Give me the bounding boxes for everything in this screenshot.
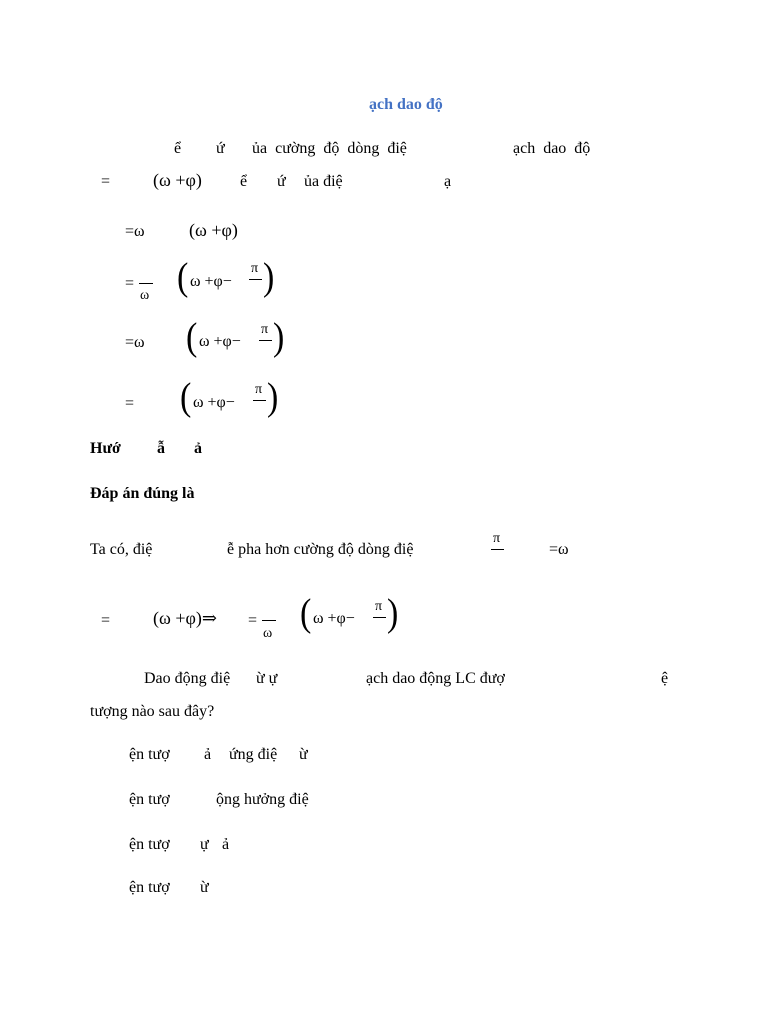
option-c-left-paren: (: [186, 316, 198, 359]
option-c-expression: ω +φ−: [199, 333, 241, 350]
q1-l2-fragment-4: ạ: [444, 173, 452, 190]
option-c-numerator: π: [261, 322, 269, 337]
option-d-pi-bar: [253, 400, 266, 401]
option-b-left-paren: (: [177, 256, 189, 299]
solution-expression-1: (ω +φ)⇒: [153, 608, 217, 628]
choice-4-b: ừ: [200, 879, 209, 896]
q2-fragment-2: ừ ự: [256, 670, 278, 687]
option-d-right-paren: ): [267, 376, 279, 419]
q1-equals: =: [101, 173, 111, 190]
q2-fragment-4: ệ: [661, 670, 669, 687]
choice-2-a: ện tượ: [129, 791, 170, 808]
option-b-fraction-bar: [139, 283, 153, 284]
answer-label: Đáp án đúng là: [90, 485, 195, 502]
choice-3-a: ện tượ: [129, 836, 170, 853]
option-d-left-paren: (: [180, 376, 192, 419]
q1-fragment-4: ạch dao độ: [513, 140, 591, 157]
page-title: ạch dao độ: [369, 96, 443, 113]
solution-eq-1: =: [101, 612, 111, 629]
choice-3-c: ả: [222, 836, 230, 853]
solution-pi: π: [493, 531, 501, 546]
choice-4-a: ện tượ: [129, 879, 170, 896]
option-a-lhs: =ω: [125, 223, 145, 240]
solution-fraction-bar: [262, 620, 276, 621]
guide-label: Hướ: [90, 440, 121, 457]
q1-l2-fragment-2: ứ: [277, 173, 286, 190]
q2-fragment-1: Dao động điệ: [144, 670, 231, 687]
option-b-numerator: π: [251, 261, 259, 276]
option-d-numerator: π: [255, 382, 263, 397]
option-d-lhs: =: [125, 395, 135, 412]
solution-pi-bar: [491, 549, 504, 550]
q1-fragment-3: ủa cường độ dòng điệ: [252, 140, 407, 157]
option-b-lhs: =: [125, 275, 135, 292]
solution-numerator: π: [375, 599, 383, 614]
choice-1-b: ả: [204, 746, 212, 763]
option-b-pi-bar: [249, 279, 262, 280]
option-c-right-paren: ): [273, 316, 285, 359]
option-b-expression: ω +φ−: [190, 273, 232, 290]
choice-1-a: ện tượ: [129, 746, 170, 763]
option-c-lhs: =ω: [125, 334, 145, 351]
solution-text-1: Ta có, điệ: [90, 541, 153, 558]
guide-fragment-2: ả: [194, 440, 202, 457]
q1-expression: (ω +φ): [153, 170, 202, 190]
solution-eq-2: =: [248, 612, 258, 629]
solution-expression-2: ω +φ−: [313, 610, 355, 627]
q1-l2-fragment-3: ủa điệ: [304, 173, 343, 190]
option-d-expression: ω +φ−: [193, 394, 235, 411]
q2-line-2: tượng nào sau đây?: [90, 703, 215, 720]
option-c-pi-bar: [259, 340, 272, 341]
guide-fragment-1: ẫ: [157, 440, 165, 457]
choice-2-b: ộng hưởng điệ: [216, 791, 309, 808]
option-b-denominator: ω: [140, 288, 150, 303]
option-a-expression: (ω +φ): [189, 220, 238, 240]
choice-1-d: ừ: [299, 746, 308, 763]
option-b-right-paren: ): [263, 256, 275, 299]
q1-fragment-1: ể: [174, 140, 182, 157]
q1-l2-fragment-1: ể: [240, 173, 248, 190]
solution-right-paren: ): [387, 592, 399, 635]
solution-left-paren: (: [300, 592, 312, 635]
solution-denominator: ω: [263, 626, 273, 641]
solution-pi-bar-2: [373, 617, 386, 618]
q1-fragment-2: ứ: [216, 140, 225, 157]
choice-1-c: ứng điệ: [229, 746, 278, 763]
choice-3-b: ự: [200, 836, 209, 853]
q2-fragment-3: ạch dao động LC đượ: [366, 670, 505, 687]
solution-omega-eq: =ω: [549, 541, 569, 558]
solution-text-2: ễ pha hơn cường độ dòng điệ: [227, 541, 414, 558]
